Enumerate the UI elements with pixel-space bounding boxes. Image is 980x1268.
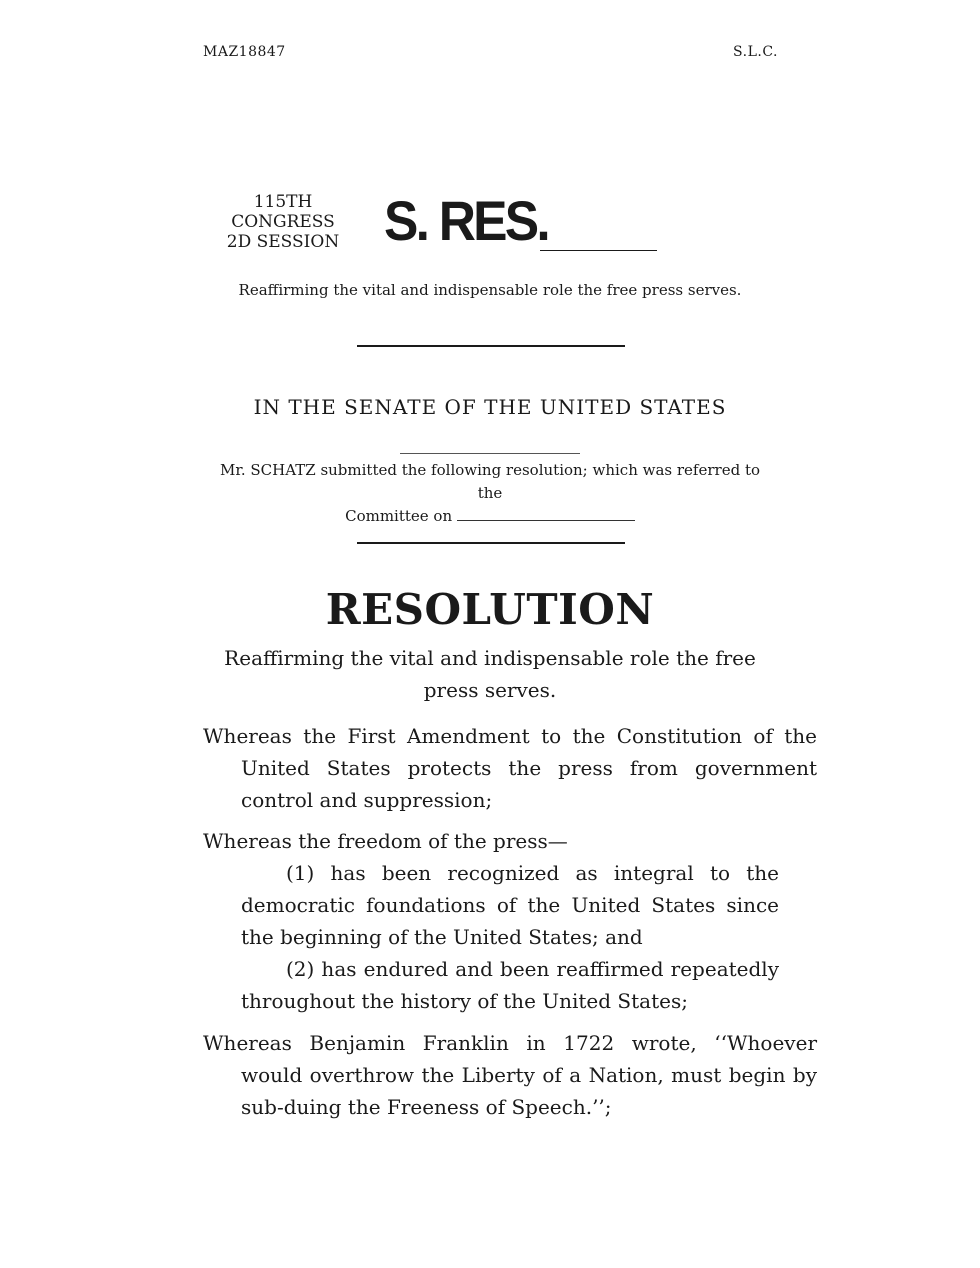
long-title: Reaffirming the vital and indispensable role the free press serves. (224, 646, 756, 702)
whereas-clause-2-intro: Whereas the freedom of the press— (203, 829, 568, 853)
divider-rule-bottom (357, 542, 625, 544)
office-code: S.L.C. (733, 44, 778, 60)
bill-number-blank (540, 250, 657, 251)
whereas-clause-2-item-1: (1) has been recognized as integral to the democratic foundations of the United States since the beginning of the United States; and (241, 861, 779, 949)
sponsor-statement (210, 459, 770, 528)
whereas-clause-2-item-2: (2) has endured and been reaffirmed repeatedly throughout the history of the United States; (241, 957, 779, 1013)
session-number: 2D SESSION (226, 232, 340, 252)
sponsor-text: submitted the following resolution; which was referred to the (315, 461, 761, 502)
sponsor-prefix: Mr. (219, 461, 251, 479)
sponsor-name: SCHATZ (250, 461, 316, 479)
chamber-heading: IN THE SENATE OF THE UNITED STATES (253, 395, 727, 419)
resolution-heading: RESOLUTION (325, 585, 655, 634)
divider-rule-top (357, 345, 625, 347)
whereas-clause-2 (203, 825, 779, 1017)
committee-label: Committee on (345, 507, 457, 525)
thin-divider (400, 453, 580, 454)
bill-designation: S. RES. (384, 189, 548, 252)
whereas-clause-3: Whereas Benjamin Franklin in 1722 wrote, ‘‘Whoever would overthrow the Liberty of a Nation, must begin by sub-duing the Freeness of Speech.’’; (203, 1031, 817, 1119)
short-title: Reaffirming the vital and indispensable role the free press serves. (238, 281, 742, 299)
document-id: MAZ18847 (203, 44, 286, 60)
whereas-clause-1: Whereas the First Amendment to the Constitution of the United States protects the press from government control and suppression; (203, 724, 817, 812)
congress-number: 115TH CONGRESS (231, 192, 335, 232)
congress-session-block (203, 192, 363, 252)
committee-blank (457, 519, 635, 521)
